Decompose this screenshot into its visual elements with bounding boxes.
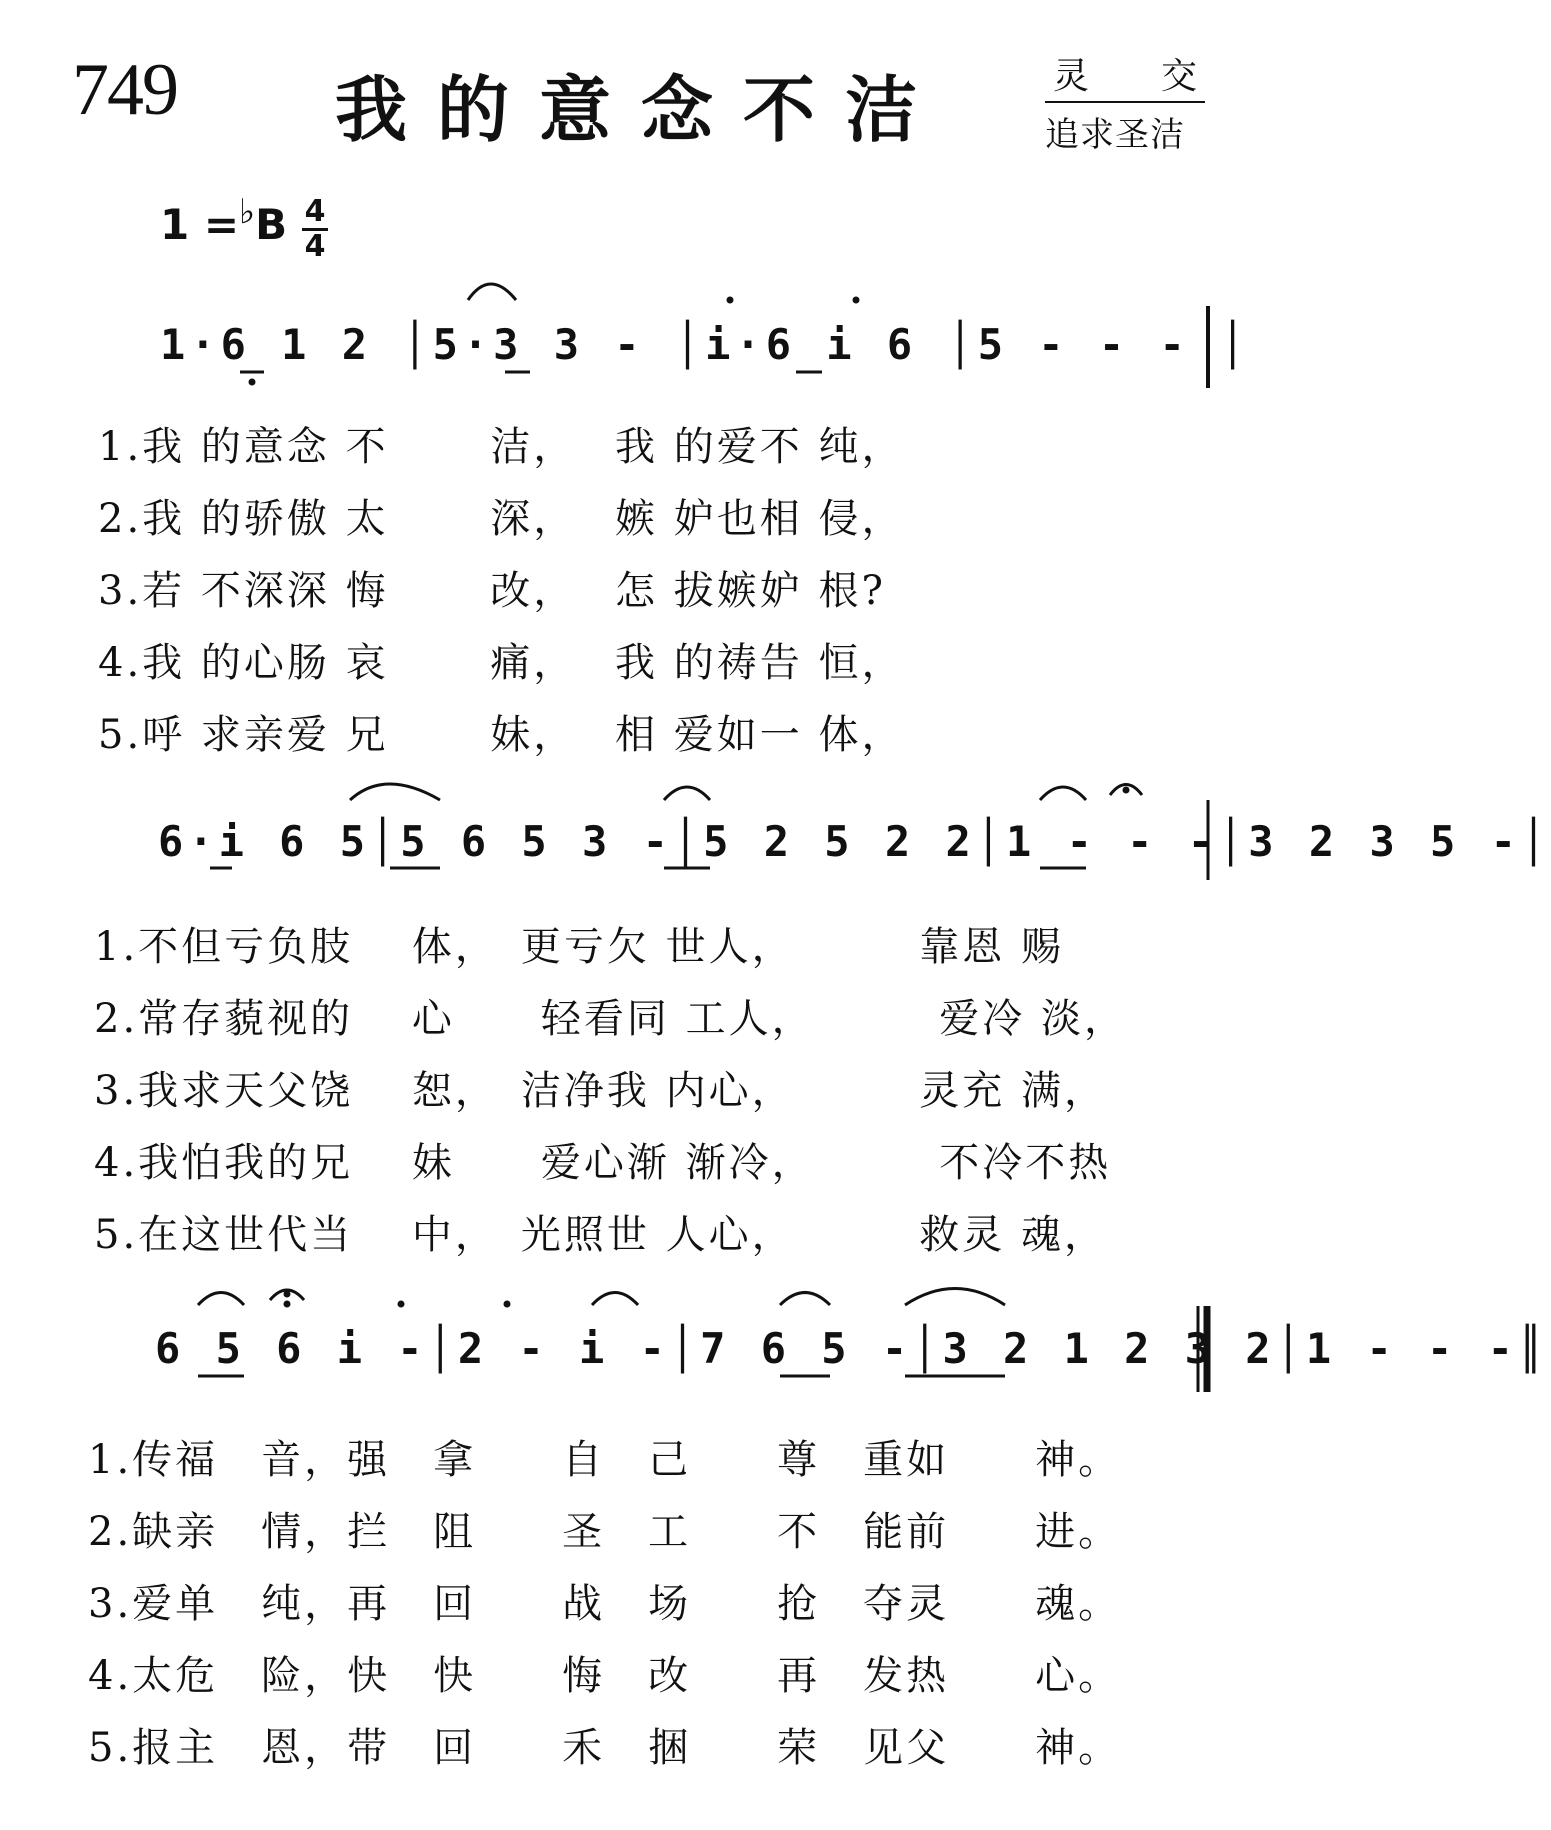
octave-dot-above bbox=[853, 297, 860, 304]
slur-mark bbox=[592, 1293, 638, 1306]
lyric-line-1-5: 5.呼 求亲爱 兄 妹， 相 爱如一 体， bbox=[98, 712, 905, 758]
key-prefix: 1 = bbox=[160, 200, 240, 249]
lyric-line-3-2: 2.缺亲 情，拦 阻 圣 工 不 能前 进。 bbox=[88, 1509, 1122, 1555]
notation-line-1: 1·6 1 2 │5·3 3 - │i·6 i 6 │5 - - - │ bbox=[160, 320, 1251, 369]
time-signature-bottom: 4 bbox=[304, 229, 326, 264]
octave-dot-above bbox=[284, 1301, 291, 1308]
slur-mark bbox=[198, 1293, 244, 1306]
slur-mark bbox=[664, 787, 710, 800]
octave-dot-below bbox=[249, 379, 256, 386]
lyric-line-2-4: 4.我怕我的兄 妹 爱心渐 渐冷， 不冷不热 bbox=[94, 1140, 1112, 1186]
slur-mark bbox=[468, 284, 516, 300]
lyric-line-2-1: 1.不但亏负肢 体， 更亏欠 世人， 靠恩 赐 bbox=[94, 924, 1065, 970]
lyric-line-3-1: 1.传福 音，强 拿 自 己 尊 重如 神。 bbox=[88, 1437, 1122, 1483]
notation-line-2: 6·i 6 5│5 6 5 3 -│5 2 5 2 2│1 - - -│3 2 3 5 -│ bbox=[158, 817, 1551, 866]
credit-line-2: 追求圣洁 bbox=[1045, 115, 1185, 155]
fermata-dot bbox=[1123, 787, 1130, 794]
octave-dot-above bbox=[398, 1301, 405, 1308]
flat-sign: ♭ bbox=[239, 192, 256, 232]
slur-mark bbox=[350, 784, 440, 800]
time-signature-top: 4 bbox=[304, 194, 326, 229]
lyric-line-3-4: 4.太危 险，快 快 悔 改 再 发热 心。 bbox=[88, 1653, 1122, 1699]
lyric-line-2-3: 3.我求天父饶 恕， 洁净我 内心， 灵充 满， bbox=[94, 1068, 1108, 1114]
hymn-title: 我的意念不洁 bbox=[335, 68, 948, 152]
credit-char-1: 灵 bbox=[1053, 56, 1090, 97]
lyric-line-1-1: 1.我 的意念 不 洁， 我 的爱不 纯， bbox=[98, 424, 905, 470]
lyric-line-3-3: 3.爱单 纯，再 回 战 场 抢 夺灵 魂。 bbox=[88, 1581, 1122, 1627]
fermata-dot bbox=[284, 1291, 291, 1298]
lyric-line-2-5: 5.在这世代当 中， 光照世 人心， 救灵 魂， bbox=[94, 1212, 1108, 1258]
slur-mark bbox=[905, 1289, 1005, 1306]
lyric-line-1-3: 3.若 不深深 悔 改， 怎 拔嫉妒 根? bbox=[98, 568, 886, 614]
hymn-number: 749 bbox=[72, 49, 177, 131]
lyric-line-1-4: 4.我 的心肠 哀 痛， 我 的祷告 恒， bbox=[98, 640, 905, 686]
key-note: B bbox=[255, 200, 288, 249]
slur-mark bbox=[1040, 787, 1086, 800]
credit-char-2: 交 bbox=[1160, 56, 1197, 97]
octave-dot-above bbox=[727, 297, 734, 304]
lyric-line-2-2: 2.常存藐视的 心 轻看同 工人， 爱冷 淡， bbox=[94, 996, 1128, 1042]
lyric-line-1-2: 2.我 的骄傲 太 深， 嫉 妒也相 侵， bbox=[98, 496, 905, 542]
lyric-line-3-5: 5.报主 恩，带 回 禾 捆 荣 见父 神。 bbox=[88, 1725, 1122, 1771]
notation-line-3: 6 5 6 i -│2 - i -│7 6 5 -│3 2 1 2 3 2│1 - - -║ bbox=[155, 1324, 1549, 1373]
octave-dot-above bbox=[504, 1301, 511, 1308]
slur-mark bbox=[780, 1293, 830, 1306]
